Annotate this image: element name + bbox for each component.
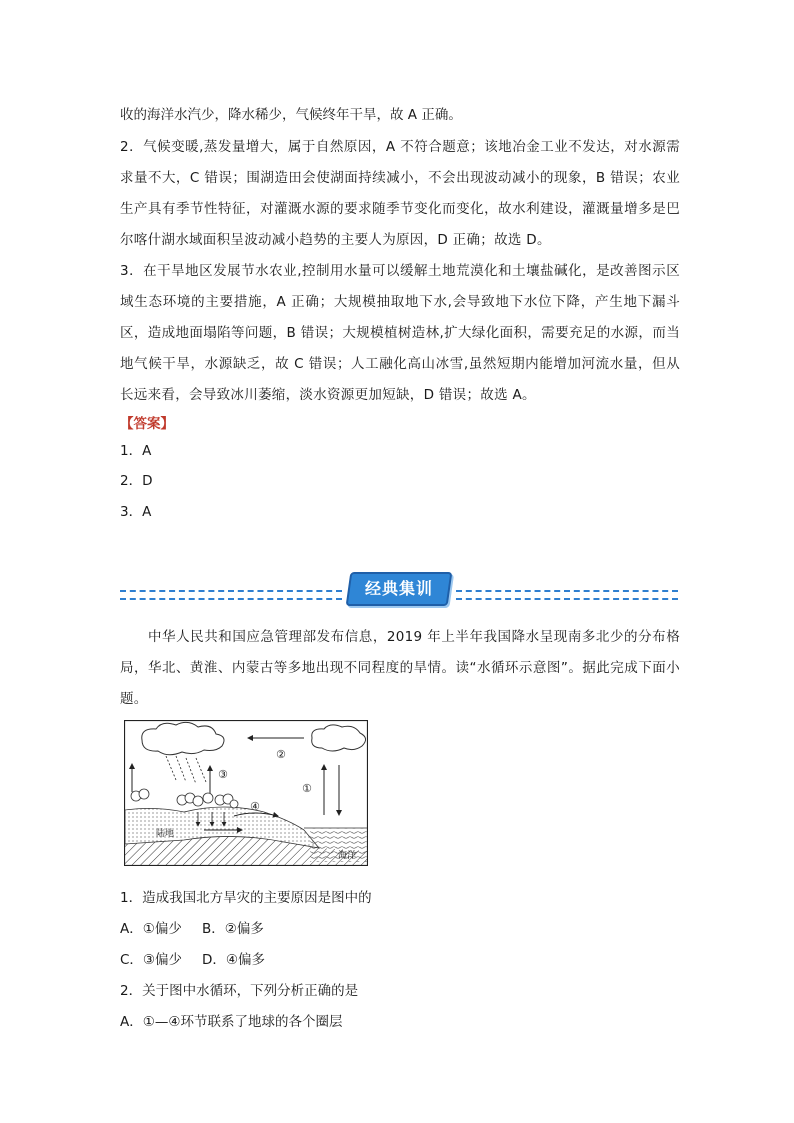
label-1: ① <box>302 782 312 795</box>
question-1-option-d: D．④偏多 <box>202 952 265 968</box>
divider-right-dashes <box>456 590 678 600</box>
question-2-option-a: A．①—④环节联系了地球的各个圈层 <box>120 1014 343 1030</box>
section-intro: 中华人民共和国应急管理部发布信息，2019 年上半年我国降水呈现南多北少的分布格局，华北、黄淮、内蒙古等多地出现不同程度的旱情。读“水循环示意图”。据此完成下面小题。 <box>120 629 680 707</box>
label-land: 陆地 <box>156 829 175 839</box>
label-3: ③ <box>218 768 228 781</box>
question-1-option-a: A．①偏少 <box>120 921 182 937</box>
section-banner-label: 经典集训 <box>364 579 433 598</box>
divider-left-dashes <box>120 590 342 600</box>
section-divider <box>120 570 678 610</box>
label-2: ② <box>276 748 286 761</box>
question-1-option-c: C．③偏少 <box>120 952 183 968</box>
answer-3: 3．A <box>120 504 152 520</box>
answer-2: 2．D <box>120 473 153 489</box>
explanation-line-1: 收的海洋水汽少，降水稀少，气候终年干旱，故 A 正确。 <box>120 107 462 123</box>
water-cycle-diagram <box>124 720 368 866</box>
explanation-q3: 3．在干旱地区发展节水农业,控制用水量可以缓解土地荒漠化和土壤盐碱化，是改善图示区域生态环境的主要措施，A 正确；大规模抽取地下水,会导致地下水位下降，产生地下漏斗区，造成地面塌陷等问题，B 错误；大规模植树造林,扩大绿化面积，需要充足的水源，而当地气候干旱，水源缺乏，故 C 错误；人工融化高山冰雪,虽然短期内能增加河流水量，但从长远来看，会导致冰川萎缩，淡水资源更加短缺，D 错误；故选 A。 <box>120 263 680 403</box>
answer-1: 1．A <box>120 443 152 459</box>
question-1-stem: 1．造成我国北方旱灾的主要原因是图中的 <box>120 890 372 906</box>
answer-heading: 【答案】 <box>120 416 174 432</box>
label-4: ④ <box>250 800 260 813</box>
explanation-q2: 2．气候变暖,蒸发量增大，属于自然原因，A 不符合题意；该地冶金工业不发达，对水源需求量不大，C 错误；围湖造田会使湖面持续减小，不会出现波动减小的现象，B 错误；农业生产具有季节性特征，对灌溉水源的要求随季节变化而变化，故水利建设，灌溉量增多是巴尔喀什湖水域面积呈波动减小趋势的主要人为原因，D 正确；故选 D。 <box>120 139 680 248</box>
label-ocean: 海洋 <box>338 851 357 861</box>
question-2-stem: 2．关于图中水循环，下列分析正确的是 <box>120 983 359 999</box>
question-1-option-b: B．②偏多 <box>202 921 264 937</box>
